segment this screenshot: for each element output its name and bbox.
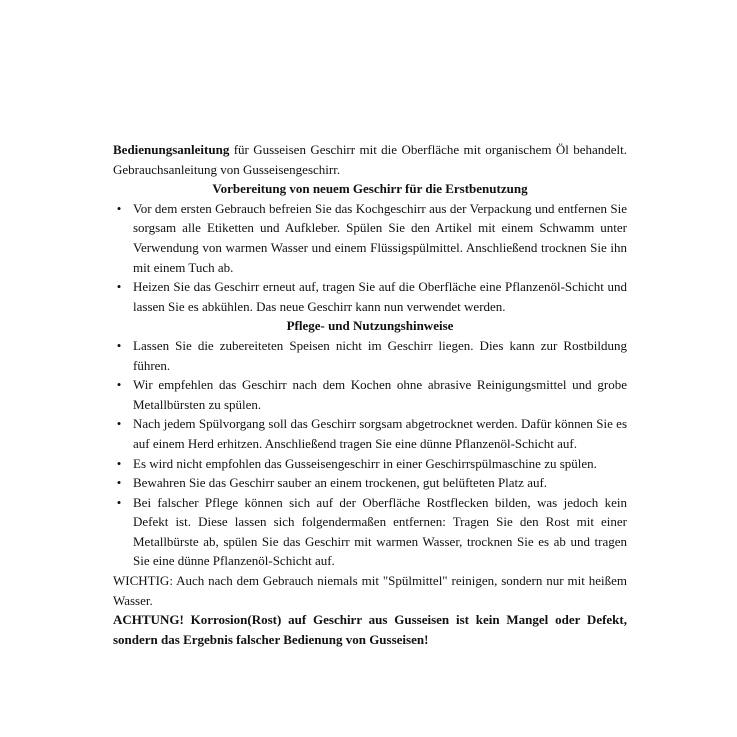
section-heading-care: Pflege- und Nutzungshinweise xyxy=(286,318,454,334)
list-item xyxy=(113,414,627,453)
list-item-text: Heizen Sie das Geschirr erneut auf, tragen Sie auf die Oberfläche eine Pflanzenöl-Schicht und lassen Sie es abkühlen. Das neue Geschirr kann nun verwendet werden. xyxy=(133,279,627,314)
list-item-text: Lassen Sie die zubereiteten Speisen nicht im Geschirr liegen. Dies kann zur Rostbildung führen. xyxy=(133,337,627,373)
list-item xyxy=(113,277,627,316)
care-list xyxy=(113,336,627,571)
list-item xyxy=(113,473,627,493)
list-item xyxy=(113,493,627,571)
first-use-list xyxy=(113,199,627,317)
list-item xyxy=(113,375,627,414)
list-item-text: Nach jedem Spülvorgang soll das Geschirr sorgsam abgetrocknet werden. Dafür können Sie es auf einem Herd erhitzen. Anschließend tragen Sie eine dünne Pflanzenöl-Schicht auf. xyxy=(133,416,627,451)
list-item xyxy=(113,199,627,277)
caution-note: ACHTUNG! Korrosion(Rost) auf Geschirr aus Gusseisen ist kein Mangel oder Defekt, sondern das Ergebnis falscher Bedienung von Gusseisen! xyxy=(113,612,627,647)
list-item-text: Bewahren Sie das Geschirr sauber an einem trockenen, gut belüfteten Platz auf. xyxy=(133,475,548,491)
bullet-icon: • xyxy=(116,377,122,393)
intro-paragraph xyxy=(113,140,627,179)
bullet-icon: • xyxy=(116,337,122,353)
list-item xyxy=(113,336,627,375)
bullet-icon: • xyxy=(116,494,122,510)
intro-text: für Gusseisen Geschirr mit die Oberfläche mit organischem Öl behandelt. Gebrauchsanleitung von Gusseisengeschirr. xyxy=(113,142,627,177)
bullet-icon: • xyxy=(116,200,122,216)
important-note: WICHTIG: Auch nach dem Gebrauch niemals mit "Spülmittel" reinigen, sondern nur mit heißem Wasser. xyxy=(113,573,627,608)
bullet-icon: • xyxy=(116,279,122,295)
bullet-icon: • xyxy=(116,455,122,471)
bullet-icon: • xyxy=(116,416,122,432)
instruction-document xyxy=(113,140,627,649)
list-item-text: Vor dem ersten Gebrauch befreien Sie das Kochgeschirr aus der Verpackung und entfernen Sie sorgsam alle Etiketten und Aufkleber. Spülen Sie den Artikel mit einem Schwamm unter Verwendung von warmen Wasser und einem Flüssigspülmittel. Anschließend trocknen Sie ihn mit einem Tuch ab. xyxy=(133,200,627,275)
bullet-icon: • xyxy=(116,475,122,491)
list-item-text: Wir empfehlen das Geschirr nach dem Kochen ohne abrasive Reinigungsmittel und grobe Metallbürsten zu spülen. xyxy=(133,377,627,412)
list-item xyxy=(113,454,627,474)
section-heading-first-use: Vorbereitung von neuem Geschirr für die Erstbenutzung xyxy=(212,181,528,197)
list-item-text: Es wird nicht empfohlen das Gusseisengeschirr in einer Geschirrspülmaschine zu spülen. xyxy=(133,455,597,471)
intro-title: Bedienungsanleitung xyxy=(113,142,230,157)
list-item-text: Bei falscher Pflege können sich auf der Oberfläche Rostflecken bilden, was jedoch kein Defekt ist. Diese lassen sich folgendermaßen entfernen: Tragen Sie den Rost mit einer Metallbürste ab, spülen Sie das Geschirr mit warmen Wasser, trocknen Sie es ab und tragen Sie eine dünne Pflanzenöl-Schicht auf. xyxy=(133,494,627,569)
